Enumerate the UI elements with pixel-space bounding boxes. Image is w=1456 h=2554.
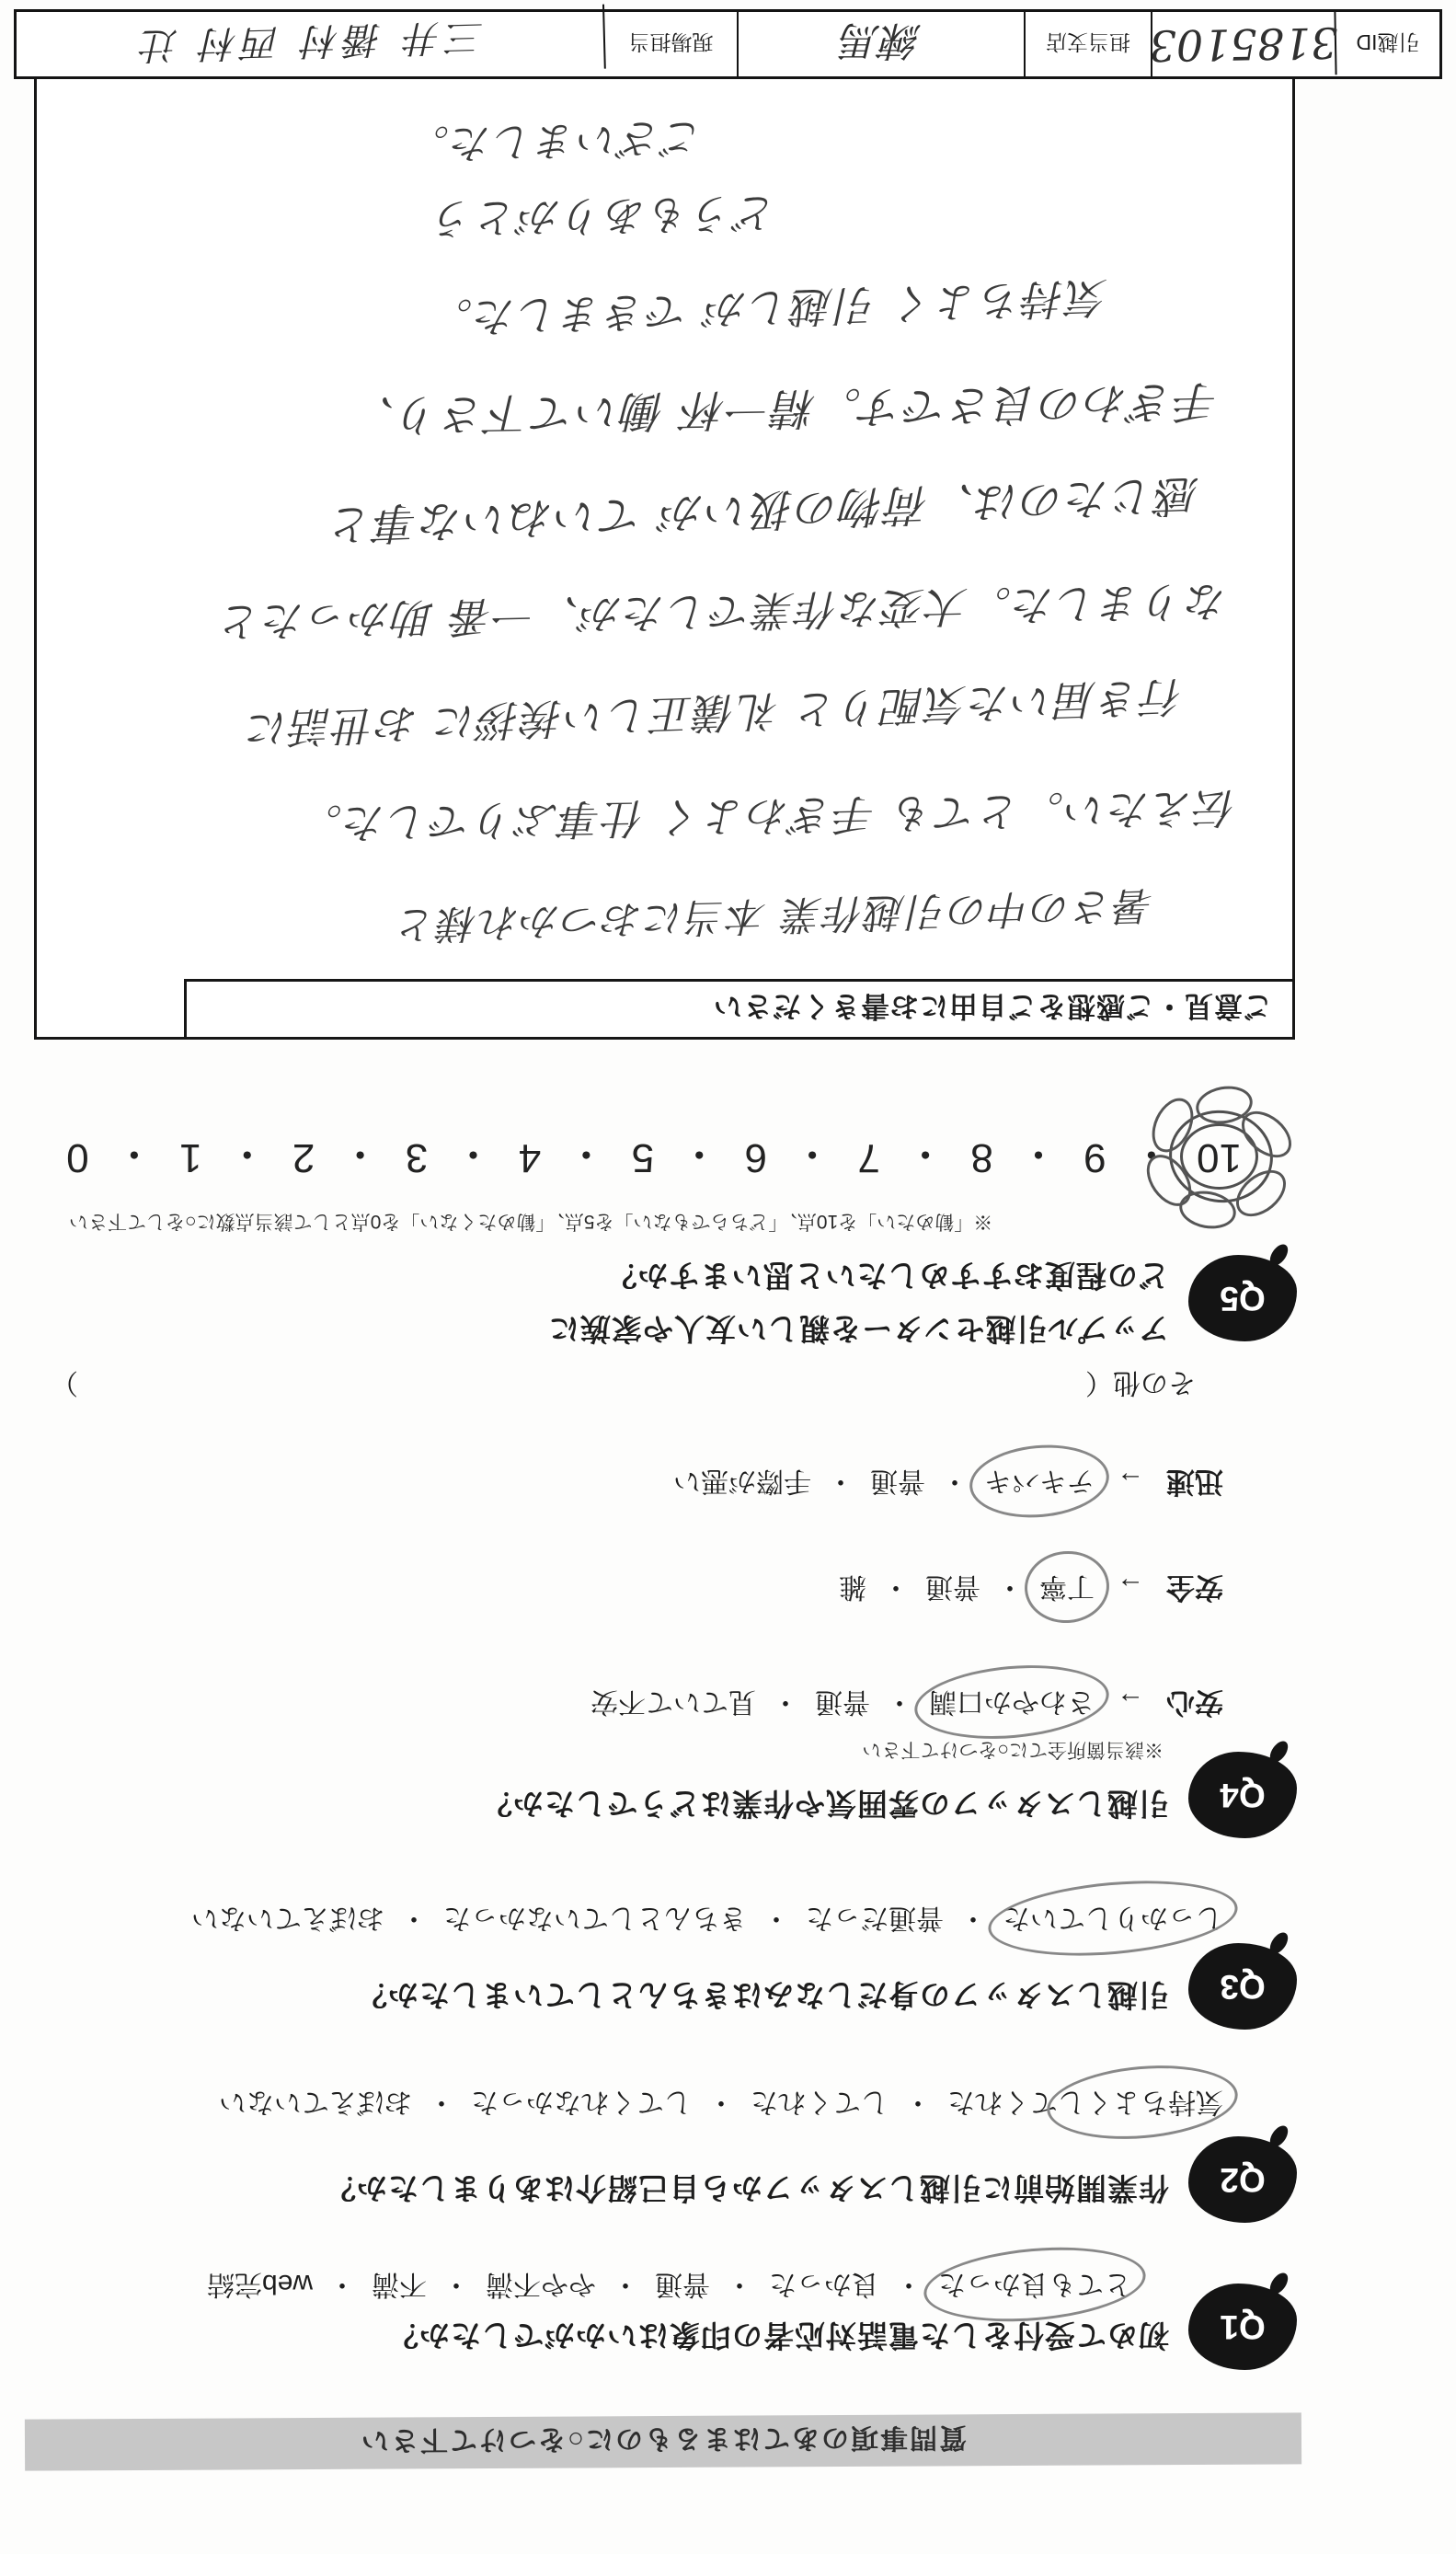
q5-badge	[1188, 1255, 1297, 1341]
comment-box	[34, 66, 1295, 1040]
q4-row2-selected-circle: 丁寧	[1039, 1570, 1095, 1610]
q1-option: ・ 普通	[655, 2267, 769, 2307]
nps-value: 3	[405, 1135, 429, 1180]
q4-row1-option: ・ 普通	[815, 1685, 929, 1725]
nps-scale	[66, 1128, 1242, 1187]
handwritten-line: ございました。	[407, 112, 705, 168]
form-instruction-text: 質問事項のあてはまるものに○をつけて下さい	[359, 2422, 968, 2456]
nps-value: 6	[744, 1135, 767, 1180]
q3-badge	[1188, 1943, 1297, 2030]
arrow-glyph: →	[1117, 1571, 1144, 1602]
q1-option: ・ 不満	[372, 2267, 486, 2307]
handwritten-line: 行き届いた気配りと 礼儀正しい挨拶に お世話に	[245, 672, 1185, 754]
q2-badge	[1188, 2136, 1297, 2223]
q3-badge-label: Q3	[1220, 1968, 1266, 2006]
scale-dot: ・	[113, 1131, 155, 1176]
q4-row3-option: ・ 普通	[870, 1464, 984, 1504]
q2-option: ・ してくれなかった	[471, 2085, 751, 2125]
field-value-moving-id: 3185103	[1152, 10, 1336, 77]
q5-badge-label: Q5	[1220, 1280, 1266, 1317]
q2-option: ・ してくれた	[751, 2085, 947, 2125]
q5-note: ※「勧めたい」を10点、「どちらでもない」を5点、「勧めたくない」を0点として該当点数に○をして下さい	[69, 1211, 993, 1232]
q1-badge-label: Q1	[1220, 2308, 1266, 2346]
q3-option: ・ 普通だった	[806, 1901, 1003, 1941]
q4-note: ※該当箇所全てに○をつけて下さい	[862, 1739, 1164, 1760]
q4-row1-selected-circle: さわやか口調	[929, 1685, 1095, 1725]
handwritten-line: 気持ちよく 引越しが できました。	[429, 272, 1109, 343]
q5-question-line1: アップル引越センターを親しい友人や家族に	[547, 1312, 1169, 1346]
arrow-glyph: →	[1117, 1686, 1144, 1717]
admin-table	[14, 9, 1442, 79]
q1-badge	[1188, 2284, 1297, 2370]
q4-badge-label: Q4	[1220, 1777, 1266, 1814]
scale-dot: ・	[792, 1131, 833, 1176]
q4-row2-option: ・ 普通	[925, 1570, 1039, 1610]
scale-dot: ・	[679, 1131, 720, 1176]
nps-value: 2	[292, 1135, 315, 1180]
nps-value: 1	[179, 1135, 202, 1180]
q4-row3-selected-circle: テキパキ	[984, 1464, 1095, 1504]
q3-question: 引越しスタッフの身だしなみはきちんとしていましたか？	[356, 1978, 1169, 2012]
q4-row2-option: ・ 雑	[839, 1570, 925, 1610]
comment-title-text: ご意見・ご感想をご自由にお書きください	[713, 990, 1272, 1023]
nps-value: 0	[66, 1135, 89, 1180]
q4-row-jinsoku	[673, 1464, 1223, 1505]
nps-value: 8	[970, 1135, 993, 1180]
q1-options	[207, 2267, 1131, 2307]
handwritten-line: どうもありがとう	[430, 188, 778, 244]
q4-row-anshin	[590, 1685, 1223, 1726]
handwritten-line: 手ぎわの良さです。精一杯 働いて下さり、	[350, 374, 1220, 442]
q4-row-label: 迅速	[1166, 1466, 1223, 1498]
nps-value: 5	[631, 1135, 655, 1180]
handwritten-line: 感じたのは、荷物の扱いが ていねいな事と	[327, 468, 1201, 550]
q4-row-anzen	[839, 1570, 1223, 1611]
q3-option: ・ きちんとしていなかった	[443, 1901, 806, 1941]
q1-option: ・ やや不満	[486, 2267, 655, 2307]
q4-badge	[1188, 1752, 1297, 1838]
comment-box-title	[184, 979, 1295, 1040]
nps-value: 9	[1083, 1135, 1106, 1180]
q2-option: ・ おぼえていない	[219, 2085, 471, 2125]
form-instruction-bar	[25, 2412, 1301, 2470]
scale-dot: ・	[905, 1131, 946, 1176]
arrow-glyph: →	[1117, 1466, 1144, 1496]
q4-other-open: その他（	[1085, 1367, 1196, 1398]
field-label-moving-id: 引越ID	[1356, 30, 1420, 55]
nps-value: 4	[518, 1135, 542, 1180]
q1-question: 初めて受付をした電話対応者の印象はいかがでしたか？	[387, 2318, 1169, 2353]
field-label-crew: 現場担当	[605, 12, 739, 76]
field-label-branch: 担当支店	[1026, 12, 1152, 76]
q1-option: ・ web完結	[207, 2267, 372, 2307]
q1-option: ・ 良かった	[769, 2267, 938, 2307]
q5-question-line2: どの程度おすすめしたいと思いますか？	[605, 1259, 1169, 1293]
q3-option: ・ おぼえていない	[191, 1901, 443, 1941]
nps-value: 7	[857, 1135, 880, 1180]
scale-dot: ・	[1017, 1131, 1059, 1176]
q4-row-label: 安心	[1166, 1686, 1223, 1719]
q2-badge-label: Q2	[1220, 2161, 1266, 2199]
q4-row1-option: ・ 見ていて不安	[590, 1685, 815, 1725]
scale-dot: ・	[339, 1131, 381, 1176]
q4-row3-option: ・ 手際が悪い	[673, 1464, 870, 1504]
handwritten-line: 暑さの中の引越作業 本当におつかれ様と	[395, 881, 1155, 948]
q2-question: 作業開始前に引越しスタッフから自己紹介はありましたか？	[325, 2171, 1169, 2205]
q3-options	[191, 1901, 1223, 1941]
q3-option-selected-circle: しっかりしていた	[1003, 1901, 1223, 1941]
scale-dot: ・	[226, 1131, 268, 1176]
scale-dot: ・	[566, 1131, 607, 1176]
scale-dot: ・	[1130, 1131, 1172, 1176]
q1-option-selected-circle: とても良かった	[938, 2267, 1131, 2307]
nps-score-10-circled	[1197, 1134, 1242, 1180]
q4-other-close: ）	[51, 1367, 78, 1398]
q4-question: 引越しスタッフの雰囲気や作業はどうでしたか？	[481, 1787, 1169, 1821]
nps-value: 10	[1197, 1135, 1242, 1180]
scale-dot: ・	[453, 1131, 494, 1176]
q2-options	[219, 2085, 1223, 2125]
field-value-branch: 練馬	[739, 12, 1026, 76]
handwritten-line: 伝えたい。とても 手ぎわよく 仕事ぶりでした。	[298, 783, 1238, 848]
q4-row-label: 安全	[1166, 1571, 1223, 1604]
q2-option-selected-circle: 気持ちよくしてくれた	[947, 2085, 1223, 2125]
handwritten-line: なりました。大変な作業でしたが、一番 助かったと	[218, 576, 1229, 647]
field-value-crew-names: 三井 播村 西村 辻	[16, 5, 606, 85]
